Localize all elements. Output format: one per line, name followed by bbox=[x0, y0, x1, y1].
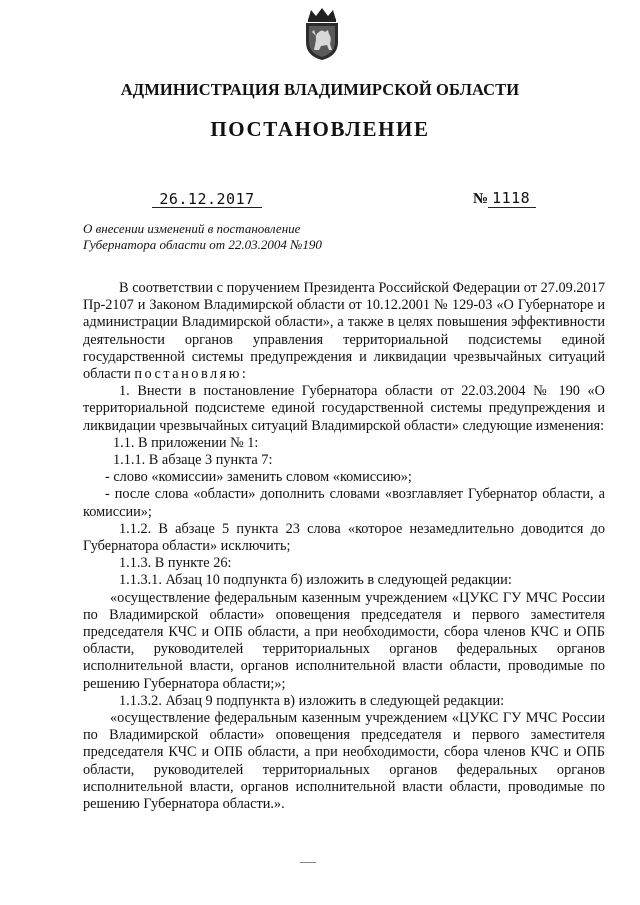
organization-name: АДМИНИСТРАЦИЯ ВЛАДИМИРСКОЙ ОБЛАСТИ bbox=[120, 80, 520, 99]
document-number: 1118 bbox=[492, 189, 531, 207]
dash-item-1: - слово «комиссии» заменить словом «комиссию»; bbox=[105, 469, 412, 486]
preamble-paragraph bbox=[83, 280, 605, 383]
item-1-1-2: 1.1.2. В абзаце 5 пункта 23 слова «которое незамедлительно доводится до Губернатора области» исключить; bbox=[83, 520, 605, 555]
number-underline bbox=[488, 207, 536, 208]
dash-item-2: - после слова «области» дополнить словами «возглавляет Губернатор области, а комиссии»; bbox=[83, 486, 605, 520]
quote-1: «осуществление федеральным казенным учреждением «ЦУКС ГУ МЧС России по Владимирской области» оповещения председателя и первого заместителя председателя КЧС и ОПБ области, а при необходимости, сбора членов КЧС и ОПБ области, руководителей территориальных органов федеральных органов исполнительной власти, органов исполнительной власти области, проводимые по решению Губернатора области;»; bbox=[83, 589, 605, 692]
number-sign: № bbox=[473, 191, 489, 207]
page-mark bbox=[300, 862, 316, 863]
subject-line-1: О внесении изменений в постановление bbox=[83, 221, 301, 236]
subject-line-2: Губернатора области от 22.03.2004 №190 bbox=[83, 237, 322, 252]
resolution-word: постановляю: bbox=[134, 366, 249, 383]
item-1-1-3-1: 1.1.3.1. Абзац 10 подпункта б) изложить в следующей редакции: bbox=[119, 572, 512, 589]
coat-of-arms-icon bbox=[302, 6, 342, 62]
document-body bbox=[83, 280, 605, 813]
item-1-1-1: 1.1.1. В абзаце 3 пункта 7: bbox=[113, 452, 273, 469]
document-number-block bbox=[473, 189, 530, 208]
date-underline bbox=[152, 207, 262, 208]
document-date: 26.12.2017 bbox=[159, 190, 255, 208]
document-subject bbox=[83, 221, 383, 253]
document-type-title: ПОСТАНОВЛЕНИЕ bbox=[210, 117, 430, 141]
item-1-1-3: 1.1.3. В пункте 26: bbox=[119, 555, 232, 572]
item-1-1: 1.1. В приложении № 1: bbox=[113, 434, 259, 451]
preamble-text: В соответствии с поручением Президента Российской Федерации от 27.09.2017 Пр-2107 и Законом Владимирской области от 10.12.2001 № 129-03 «О Губернаторе и администрации Владимирской области», а также в целях повышения эффективности деятельности органов управления территориальной подсистемы единой государственной системы предупреждения и ликвидации чрезвычайных ситуаций области bbox=[83, 280, 605, 383]
quote-2: «осуществление федеральным казенным учреждением «ЦУКС ГУ МЧС России по Владимирской области» оповещения председателя и первого заместителя председателя КЧС и ОПБ области, а при необходимости, сбора членов КЧС и ОПБ области, руководителей территориальных органов федеральных органов исполнительной власти, органов исполнительной власти области, проводимые по решению Губернатора области.». bbox=[83, 710, 605, 813]
item-1: 1. Внести в постановление Губернатора области от 22.03.2004 № 190 «О территориальной подсистеме единой государственной системы предупреждения и ликвидации чрезвычайных ситуаций Владимирской области» следующие изменения: bbox=[83, 383, 605, 434]
item-1-1-3-2: 1.1.3.2. Абзац 9 подпункта в) изложить в следующей редакции: bbox=[119, 692, 505, 709]
